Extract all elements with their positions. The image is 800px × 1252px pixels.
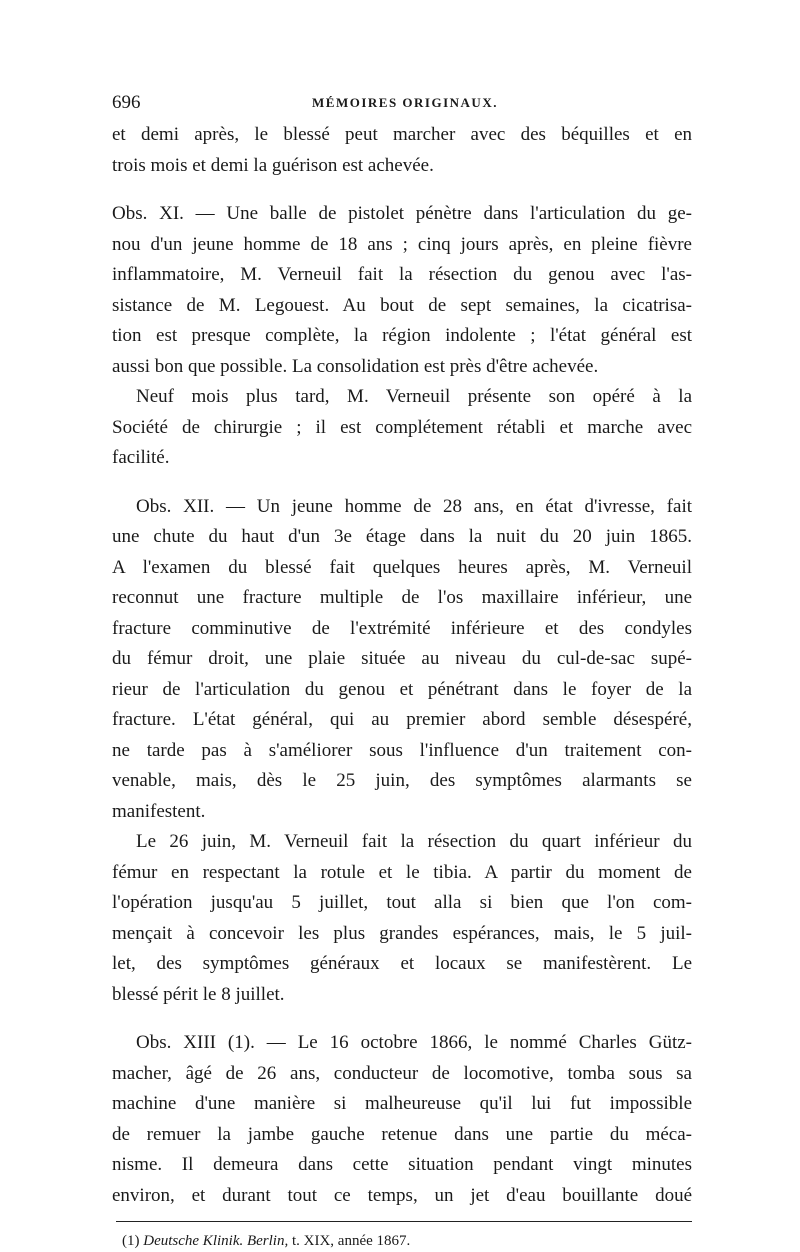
text-line: ne tarde pas à s'améliorer sous l'influence d'un traitement con- [112, 739, 692, 761]
footnote-rule [116, 1221, 692, 1222]
text-line: A l'examen du blessé fait quelques heures après, M. Verneuil [112, 556, 692, 578]
paragraph-obs-xi [112, 199, 692, 382]
page [112, 92, 692, 1252]
page-number: 696 [112, 92, 141, 113]
text-line: facilité. [112, 447, 170, 468]
text-line: de remuer la jambe gauche retenue dans une partie du méca- [112, 1123, 692, 1145]
text-line: Société de chirurgie ; il est complétement rétabli et marche avec [112, 416, 692, 438]
text-line: inflammatoire, M. Verneuil fait la résection du genou avec l'as- [112, 264, 692, 285]
text-line: Obs. XII. — Un jeune homme de 28 ans, en état d'ivresse, fait [136, 495, 692, 517]
text-line: venable, mais, dès le 25 juin, des symptômes alarmants se [112, 770, 692, 791]
text-line: trois mois et demi la guérison est achevée. [112, 154, 434, 176]
text-line: nisme. Il demeura dans cette situation pendant vingt minutes [112, 1154, 692, 1175]
running-title: MÉMOIRES ORIGINAUX. [312, 95, 498, 110]
text-line: Obs. XI. — Une balle de pistolet pénètre dans l'articulation du ge- [112, 203, 692, 224]
text-line: Neuf mois plus tard, M. Verneuil présente son opéré à la [136, 386, 692, 407]
footnote-source: Deutsche Klinik. Berlin, [143, 1233, 289, 1249]
text-line: Le 26 juin, M. Verneuil fait la résection du quart inférieur du [136, 831, 692, 852]
paragraph-obs-xiii [112, 1028, 692, 1211]
text-line: mençait à concevoir les plus grandes espérances, mais, le 5 juil- [112, 922, 692, 944]
text-line: du fémur droit, une plaie située au niveau du cul-de-sac supé- [112, 648, 692, 669]
text-line: aussi bon que possible. La consolidation est près d'être achevée. [112, 355, 599, 377]
text-line: tion est presque complète, la région indolente ; l'état général est [112, 325, 692, 346]
text-line: fémur en respectant la rotule et le tibia. A partir du moment de [112, 861, 692, 883]
text-line: blessé périt le 8 juillet. [112, 983, 285, 1005]
text-line: l'opération jusqu'au 5 juillet, tout alla si bien que l'on com- [112, 892, 692, 913]
text-line: nou d'un jeune homme de 18 ans ; cinq jours après, en pleine fièvre [112, 233, 692, 255]
paragraph-resection [112, 827, 692, 1010]
footnote-rest: t. XIX, année 1867. [291, 1233, 411, 1249]
running-head [112, 92, 692, 120]
text-line: macher, âgé de 26 ans, conducteur de locomotive, tomba sous sa [112, 1062, 692, 1084]
text-line: Obs. XIII (1). — Le 16 octobre 1866, le nommé Charles Gütz- [136, 1032, 692, 1053]
text-line: reconnut une fracture multiple de l'os maxillaire inférieur, une [112, 587, 692, 608]
text-line: fracture comminutive de l'extrémité inférieure et des condyles [112, 617, 692, 639]
text-line: sistance de M. Legouest. Au bout de sept semaines, la cicatrisa- [112, 294, 692, 316]
paragraph-obs-xi-followup [112, 382, 692, 474]
text-line: et demi après, le blessé peut marcher avec des béquilles et en [112, 124, 692, 145]
paragraph-obs-xii [112, 492, 692, 828]
text-line: manifestent. [112, 800, 206, 822]
text-line: rieur de l'articulation du genou et pénétrant dans le foyer de la [112, 678, 692, 700]
text-line: une chute du haut d'un 3e étage dans la nuit du 20 juin 1865. [112, 526, 692, 547]
text-line: let, des symptômes généraux et locaux se manifestèrent. Le [112, 953, 692, 974]
text-line: machine d'une manière si malheureuse qu'il lui fut impossible [112, 1093, 692, 1114]
text-line: fracture. L'état général, qui au premier abord semble désespéré, [112, 709, 692, 730]
footnote [122, 1230, 692, 1252]
footnote-marker: (1) [122, 1233, 140, 1249]
paragraph-continuation [112, 120, 692, 181]
text-line: environ, et durant tout ce temps, un jet d'eau bouillante doué [112, 1184, 692, 1206]
